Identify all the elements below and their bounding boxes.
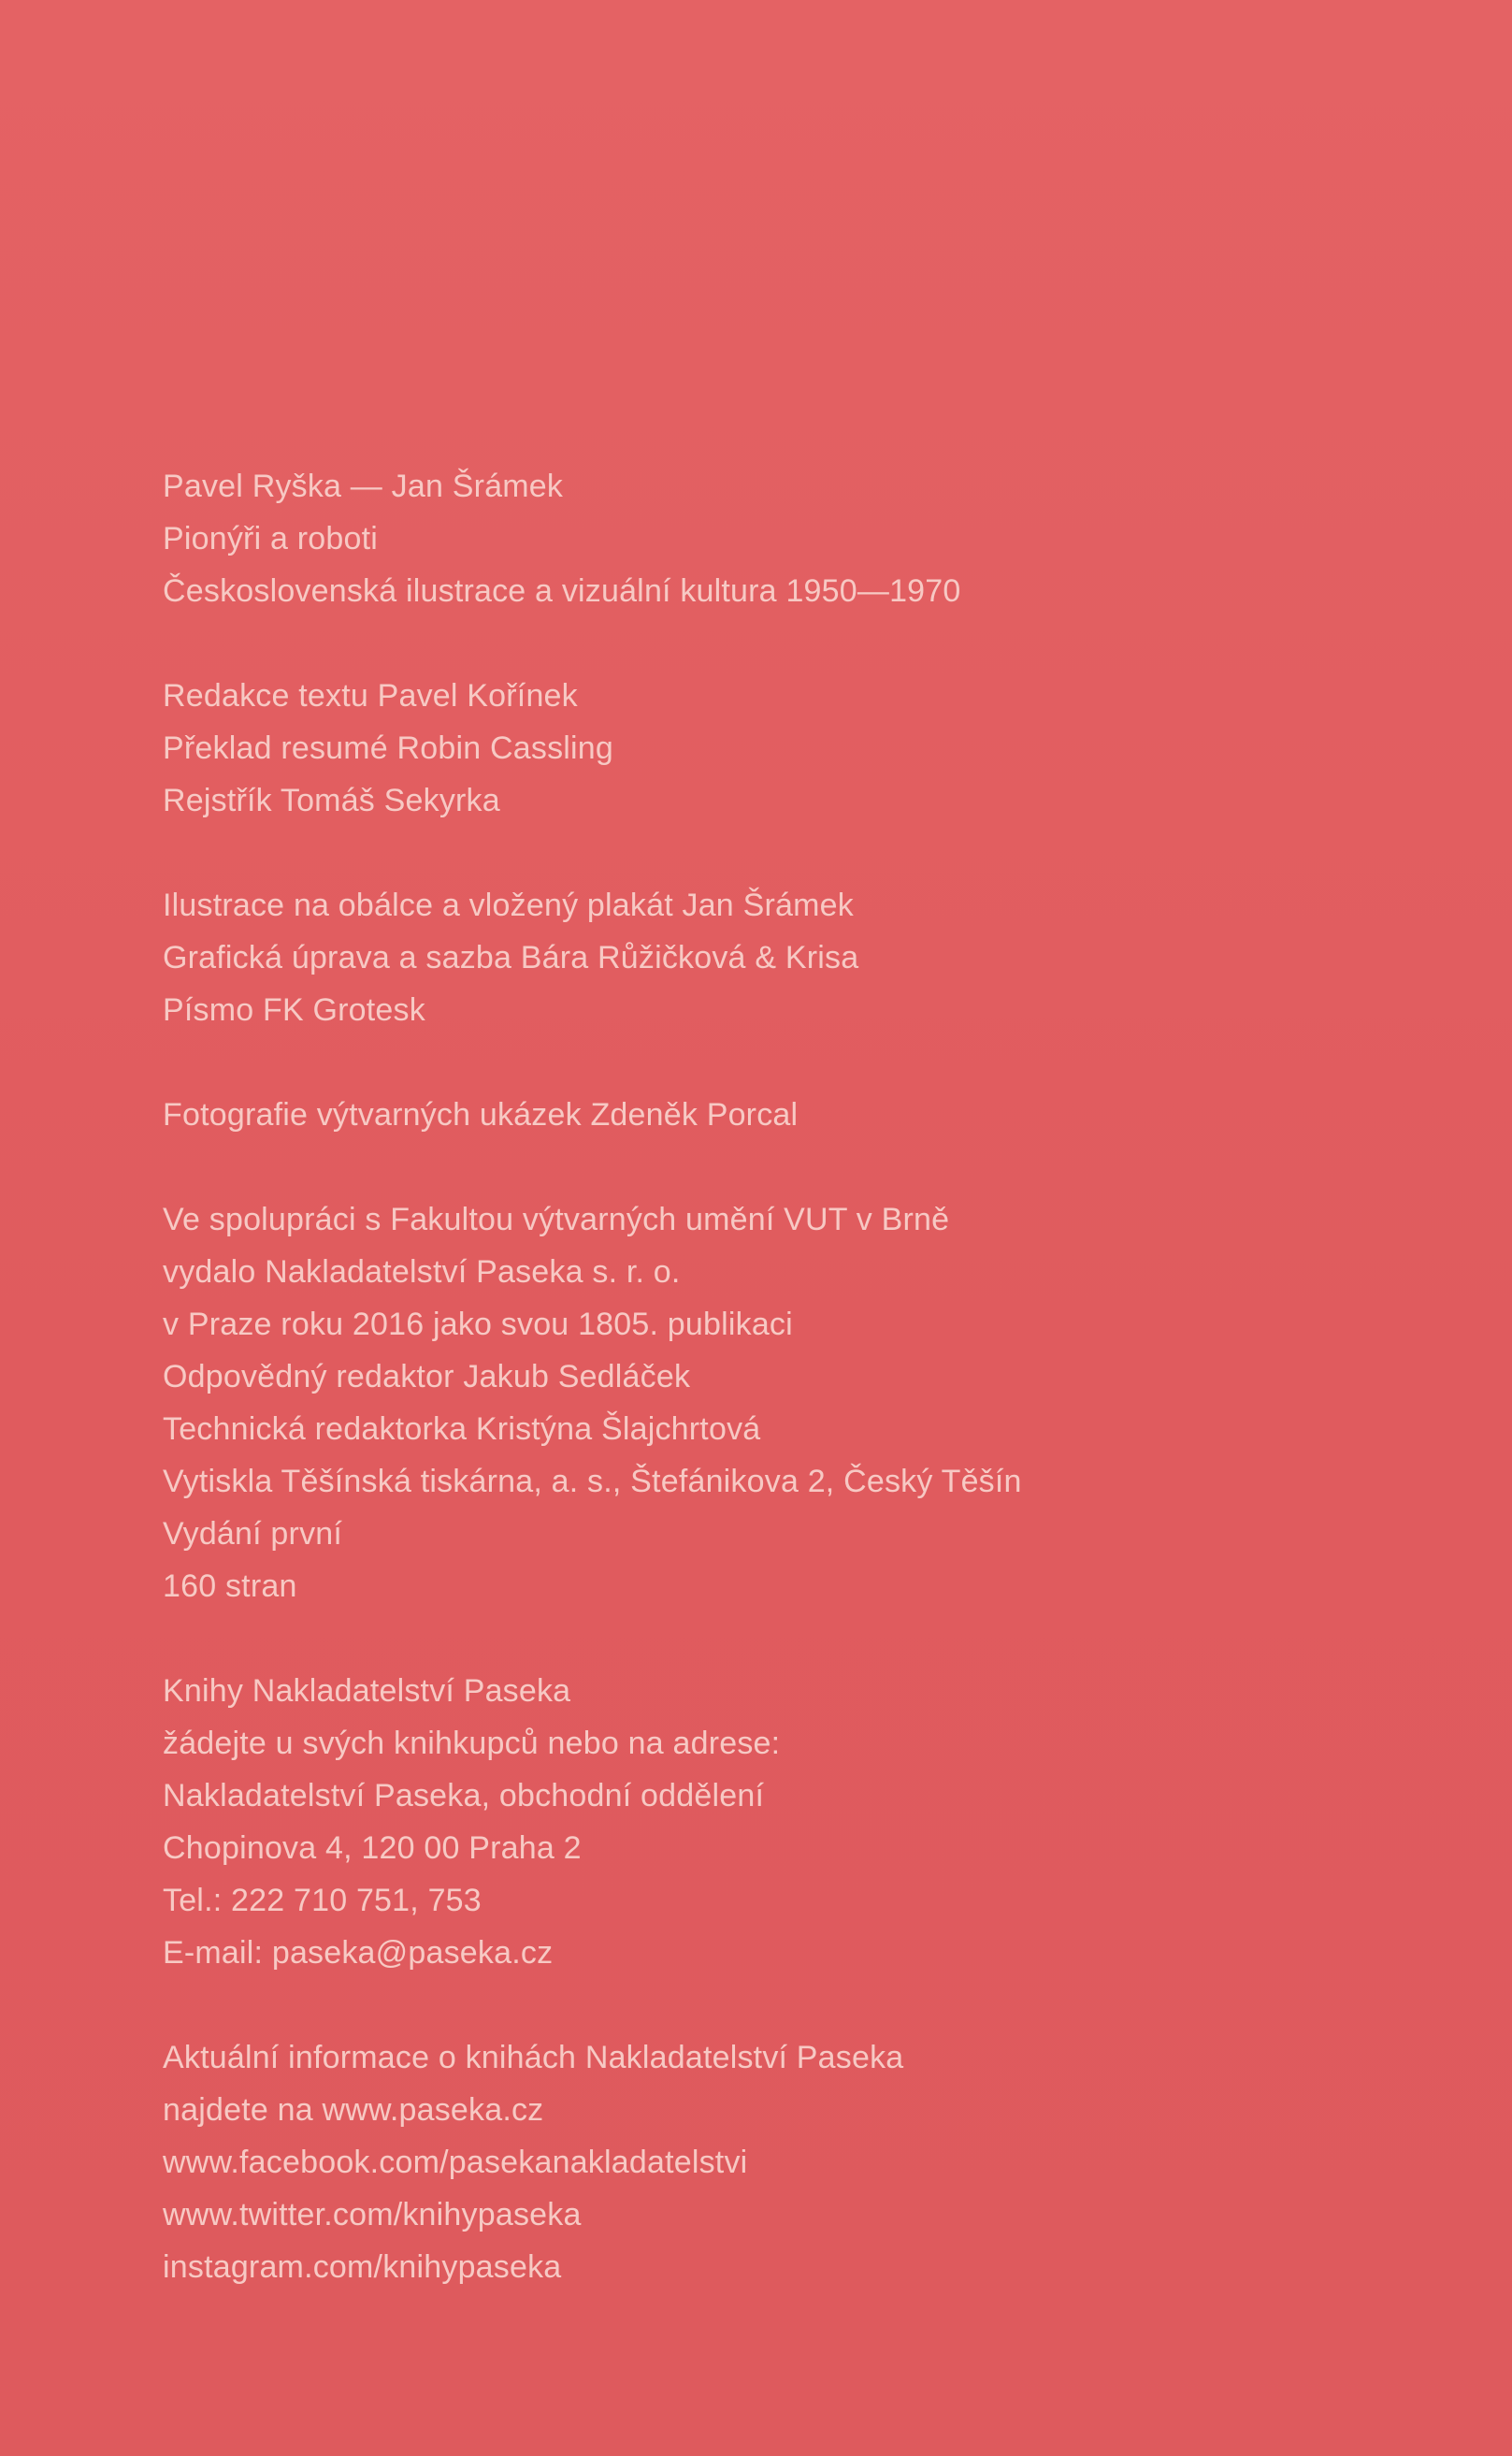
authors-title-block [163, 460, 1416, 617]
responsible-editor-line: Odpovědný redaktor Jakub Sedláček [163, 1359, 691, 1394]
online-info-line: Aktuální informace o knihách Nakladatelství Paseka [163, 2040, 904, 2075]
typeface-credit: Písmo FK Grotesk [163, 992, 425, 1028]
twitter-link: www.twitter.com/knihypaseka [163, 2197, 582, 2232]
website-line: najdete na www.paseka.cz [163, 2092, 544, 2128]
online-info-block [163, 2031, 1416, 2293]
printer-line: Vytiskla Těšínská tiskárna, a. s., Štefánikova 2, Český Těšín [163, 1464, 1022, 1499]
page-count-line: 160 stran [163, 1568, 297, 1604]
index-credit: Rejstřík Tomáš Sekyrka [163, 783, 500, 818]
address-line: Chopinova 4, 120 00 Praha 2 [163, 1830, 582, 1866]
editorial-credits-block [163, 670, 1416, 827]
cooperation-line: Ve spolupráci s Fakultou výtvarných umění VUT v Brně [163, 1202, 950, 1237]
authors-line: Pavel Ryška — Jan Šrámek [163, 469, 564, 504]
illustration-credit: Ilustrace na obálce a vložený plakát Jan Šrámek [163, 888, 854, 923]
technical-editor-line: Technická redaktorka Kristýna Šlajchrtová [163, 1411, 761, 1447]
book-subtitle: Československá ilustrace a vizuální kultura 1950—1970 [163, 573, 961, 609]
order-info-line: Knihy Nakladatelství Paseka [163, 1673, 571, 1709]
order-info-block [163, 1665, 1416, 1979]
photography-credit: Fotografie výtvarných ukázek Zdeněk Porcal [163, 1097, 799, 1133]
publication-details-block [163, 1193, 1416, 1612]
order-info-line: žádejte u svých knihkupců nebo na adrese: [163, 1726, 781, 1761]
translation-credit: Překlad resumé Robin Cassling [163, 730, 614, 766]
photo-credits-block [163, 1089, 1416, 1141]
phone-line: Tel.: 222 710 751, 753 [163, 1883, 482, 1918]
design-credits-block [163, 879, 1416, 1036]
order-info-line: Nakladatelství Paseka, obchodní oddělení [163, 1778, 765, 1813]
instagram-link: instagram.com/knihypaseka [163, 2249, 562, 2285]
edition-line: Vydání první [163, 1516, 343, 1552]
colophon-text [163, 460, 1416, 2293]
book-title: Pionýři a roboti [163, 521, 378, 556]
email-line: E-mail: paseka@paseka.cz [163, 1935, 554, 1971]
publication-year-line: v Praze roku 2016 jako svou 1805. publikaci [163, 1307, 793, 1342]
text-editor-credit: Redakce textu Pavel Kořínek [163, 678, 578, 714]
facebook-link: www.facebook.com/pasekanakladatelstvi [163, 2145, 748, 2180]
graphic-design-credit: Grafická úprava a sazba Bára Růžičková & Krisa [163, 940, 859, 975]
publisher-line: vydalo Nakladatelství Paseka s. r. o. [163, 1254, 681, 1290]
